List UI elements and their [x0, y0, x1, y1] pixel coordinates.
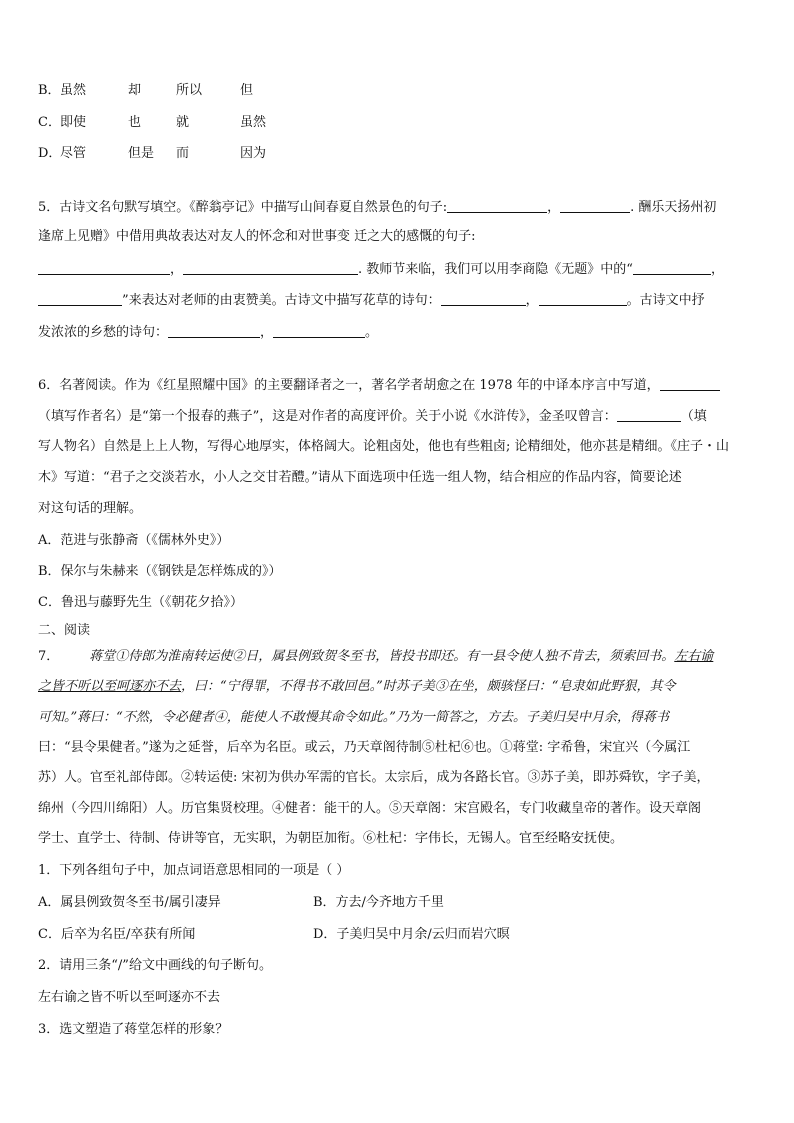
answer-blank[interactable] [447, 198, 547, 213]
q5-line-2: 逢席上见赠》中借用典故表达对友人的怀念和对世事变 迁之大的感慨的句子: [38, 229, 476, 244]
section-title: 二、阅读 [38, 623, 91, 638]
answer-blank[interactable] [633, 260, 711, 275]
q6-line-4: 木》写道：“君子之交淡若水，小人之交甘若醴。”请从下面选项中任选一组人物，结合相应的作品内容，简要论述 [38, 470, 682, 485]
q4-option-d: D．尽管 但是 而 因为 [38, 146, 267, 161]
answer-blank[interactable] [38, 291, 122, 306]
q6-option-c: C．鲁迅与藤野先生（《朝花夕拾》） [38, 595, 243, 610]
q7-sub1-option-b: B．方去/今齐地方千里 [313, 895, 444, 910]
q5-line-5: 发浓浓的乡愁的诗句： ， 。 [38, 325, 379, 340]
answer-blank[interactable] [168, 323, 260, 338]
answer-blank[interactable] [617, 407, 681, 422]
q6-option-b: B．保尔与朱赫来（《钢铁是怎样炼成的》） [38, 564, 282, 579]
answer-blank[interactable] [38, 260, 170, 275]
q7-sub2-sentence: 左右谕之皆不听以至呵逐亦不去 [38, 990, 221, 1005]
q7-line-5: 苏）人。官至礼部侍郎。②转运使: 宋初为供办军需的官长。太宗后，成为各路长官。③苏子美，即苏舜钦，字子美， [38, 770, 710, 785]
answer-blank[interactable] [183, 260, 358, 275]
q6-line-2: （填写作者名）是“第一个报春的燕子”，这是对作者的高度评价。关于小说《水浒传》，金圣叹曾言： （填 [38, 409, 707, 424]
q6-line-3: 写人物名）自然是上上人物，写得心地厚实，体格阔大。论粗卤处，他也有些粗卤; 论精细处，他亦甚是精细。《庄子・山 [38, 439, 730, 454]
q6-line-1: 6．名著阅读。作为《红星照耀中国》的主要翻译者之一，著名学者胡愈之在 1978 年的中译本序言中写道， [38, 376, 720, 395]
q5-line-1: 5．古诗文名句默写填空。《醉翁亭记》中描写山间春夏自然景色的句子: ， . 酬乐天扬州初 [38, 200, 717, 215]
q7-sub1-options-ab [38, 894, 444, 912]
q7-sub1-option-c: C．后卒为名臣/卒获有所闻 [38, 927, 196, 942]
q7-sub1-question: 1．下列各组句子中，加点词语意思相同的一项是（ ） [38, 863, 350, 878]
q6-line-5: 对这句话的理解。 [38, 501, 143, 516]
q7-line-3: 可知。”蒋曰：“不然，令必健者④，能使人不敢慢其命令如此。”乃为一简答之，方去。子美归吴中月余，得蒋书 [38, 710, 669, 725]
answer-blank[interactable] [560, 198, 630, 213]
q5-line-4: ”来表达对老师的由衷赞美。古诗文中描写花草的诗句： ， 。古诗文中抒 [38, 291, 705, 310]
q4-option-c: C．即使 也 就 虽然 [38, 115, 267, 130]
answer-blank[interactable] [441, 291, 526, 306]
q7-sub1-option-d: D．子美归吴中月余/云归而岩穴暝 [313, 927, 510, 942]
q7-line-4: 曰：“县令果健者。”遂为之延誉，后卒为名臣。或云，乃天章阁待制⑤杜杞⑥也。①蒋堂: 字希鲁，宋宜兴（今属江 [38, 740, 691, 755]
q7-sub2-question: 2．请用三条“/”给文中画线的句子断句。 [38, 958, 272, 973]
answer-blank[interactable] [539, 291, 627, 306]
q7-line-6: 绵州（今四川绵阳）人。历官集贤校理。④健者：能干的人。⑤天章阁：宋宫殿名，专门收藏皇帝的著作。设天章阁 [38, 801, 702, 816]
q7-sub1-option-a: A．属县例致贺冬至书/属引凄异 [38, 895, 221, 910]
q7-line-1: 7． 蒋堂①侍郎为淮南转运使②日，属县例致贺冬至书，皆投书即还。有一县令使人独不肯去，须索回书。左右谕 [38, 649, 714, 664]
answer-blank[interactable] [660, 376, 720, 391]
q7-sub3-question: 3．选文塑造了蒋堂怎样的形象？ [38, 1022, 229, 1037]
q5-line-3: ， . 教师节来临，我们可以用李商隐《无题》中的“ ， [38, 260, 724, 279]
q4-option-b: B．虽然 却 所以 但 [38, 83, 254, 98]
q7-line-2: 之皆不听以至呵逐亦不去，曰：“宁得罪，不得书不敢回邑。”时苏子美③在坐，颇骇怪曰：“皂隶如此野狠，其令 [38, 679, 676, 694]
q7-line-7: 学士、直学士、待制、侍讲等官，无实职，为朝臣加衔。⑥杜杞：字伟长，无锡人。官至经略安抚使。 [38, 831, 624, 846]
q6-option-a: A．范进与张静斋（《儒林外史》） [38, 533, 230, 548]
answer-blank[interactable] [273, 323, 365, 338]
q7-sub1-options-cd [38, 926, 510, 944]
